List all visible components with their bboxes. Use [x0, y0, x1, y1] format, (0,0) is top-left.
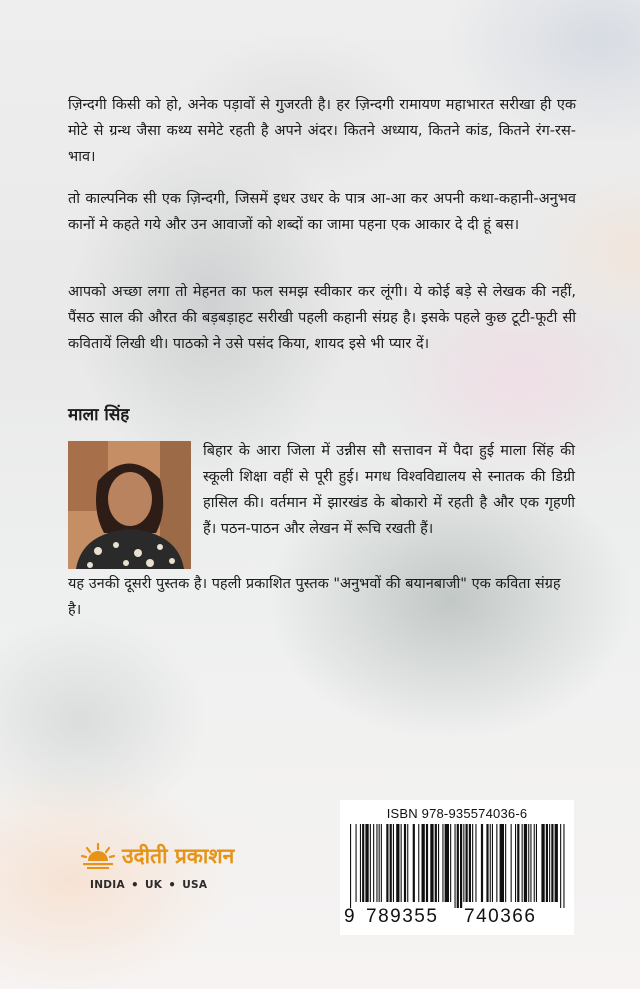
- barcode-bar: [524, 824, 527, 902]
- barcode-bar: [517, 824, 519, 902]
- region-uk: UK: [144, 879, 163, 891]
- barcode-bar: [426, 824, 428, 902]
- publisher-regions: [90, 878, 300, 892]
- barcode-bar: [534, 824, 535, 902]
- barcode-bar: [350, 824, 351, 908]
- barcode-bar: [522, 824, 523, 902]
- barcode-bar: [530, 824, 531, 902]
- barcode-bar: [390, 824, 392, 902]
- barcode-digit-first: 9: [344, 906, 355, 927]
- barcode-bar: [460, 824, 462, 908]
- rising-sun-icon: [80, 842, 116, 870]
- barcode-bar: [486, 824, 488, 902]
- barcode-bar: [376, 824, 377, 902]
- barcode-bar: [457, 824, 459, 908]
- barcode-bar: [438, 824, 439, 902]
- barcode-digits-right: 740366: [464, 906, 537, 927]
- barcode-bar: [490, 824, 491, 902]
- barcode-bar: [515, 824, 516, 902]
- barcode-bar: [365, 824, 368, 902]
- barcode-bar: [455, 824, 456, 908]
- barcode-digits: [340, 906, 574, 930]
- author-photo: [68, 441, 191, 569]
- barcode-bar: [463, 824, 464, 902]
- barcode-bar: [418, 824, 419, 902]
- region-separator: •: [168, 878, 177, 892]
- blurb-paragraph-2: तो काल्पनिक सी एक ज़िन्दगी, जिसमें इधर उधर के पात्र आ-आ कर अपनी कथा-कहानी-अनुभव कानों मे कहते गये और उन आवाजों को शब्दों का जामा पहना एक आकार दे दी हूं बस।: [68, 191, 576, 233]
- barcode-bar: [500, 824, 504, 902]
- barcode-bar: [528, 824, 529, 902]
- publisher-logo: [80, 842, 300, 902]
- barcode-bar: [435, 824, 437, 902]
- barcode-bar: [511, 824, 512, 902]
- barcode-bar: [360, 824, 361, 902]
- barcode-bar: [430, 824, 433, 902]
- barcode-bar: [393, 824, 394, 902]
- isbn-label: ISBN 978-935574036-6: [386, 806, 528, 821]
- barcode-bar: [475, 824, 476, 902]
- barcode-bar: [370, 824, 371, 902]
- barcode-bar: [549, 824, 550, 902]
- barcode-bar: [496, 824, 497, 902]
- barcode-bar: [379, 824, 380, 902]
- region-separator: •: [130, 878, 139, 892]
- barcode-bar: [381, 824, 382, 902]
- region-india: INDIA: [90, 879, 125, 891]
- barcode-bar: [481, 824, 483, 902]
- barcode-bar: [551, 824, 553, 902]
- region-usa: USA: [182, 879, 208, 891]
- barcode-bar: [407, 824, 408, 902]
- barcode-bar: [362, 824, 364, 902]
- barcode-bar: [472, 824, 473, 902]
- barcode-bar: [445, 824, 449, 902]
- barcode-bar: [404, 824, 406, 902]
- blurb-paragraph-3: आपको अच्छा लगा तो मेहनत का फल समझ स्वीकार कर लूंगी। ये कोई बड़े से लेखक की नहीं, पैंसठ साल की औरत की बड़बड़ाहट सरीखी पहली कहानी संग्रह है। इसके पहले कुछ टूटी-फूटी सी कवितायें लिखी थी। पाठको ने उसे पसंद किया, शायद इसे भी प्यार दें।: [68, 284, 576, 352]
- barcode-bar: [356, 824, 357, 902]
- barcode-bars: [348, 824, 566, 908]
- barcode-bar: [541, 824, 544, 902]
- barcode-bar: [422, 824, 425, 902]
- barcode-bar: [546, 824, 548, 902]
- publisher-logo-row: [80, 842, 300, 870]
- barcode-bar: [413, 824, 415, 902]
- barcode-bar: [492, 824, 493, 902]
- barcode-bar: [396, 824, 399, 902]
- author-bio: बिहार के आरा जिला में उन्नीस सौ सत्तावन में पैदा हुई माला सिंह की स्कूली शिक्षा वहीं से पूरी हुई। मगध विश्वविद्यालय से स्नातक की डिग्री हासिल की। वर्तमान में झारखंड के बोकारो में रहती है और एक गृहणी हैं। पठन-पाठन और लेखन में रूचि रखती हैं।: [203, 443, 575, 537]
- publisher-name: उदीती प्रकाशन: [122, 844, 235, 868]
- author-bio-continued: यह उनकी दूसरी पुस्तक है। पहली प्रकाशित पुस्तक "अनुभवों की बयानबाजी" एक कविता संग्रह है।: [68, 576, 561, 618]
- isbn-barcode: [340, 800, 574, 935]
- barcode-digits-left: 789355: [366, 906, 439, 927]
- author-name: माला सिंह: [68, 405, 130, 425]
- barcode-bar: [505, 824, 506, 902]
- barcode-bar: [450, 824, 451, 902]
- barcode-bar: [469, 824, 471, 902]
- author-portrait-image: [68, 441, 191, 569]
- barcode-bar: [560, 824, 561, 908]
- barcode-bar: [466, 824, 468, 902]
- blurb-paragraph-1: ज़िन्दगी किसी को हो, अनेक पड़ावों से गुजरती है। हर ज़िन्दगी रामायण महाभारत सरीखा ही एक मोटे से ग्रन्थ जैसा कथ्य समेटे रहती है अपने अंदर। कितने अध्याय, कितने कांड, कितने रंग-रस-भाव।: [68, 97, 576, 165]
- barcode-bar: [536, 824, 537, 902]
- barcode-bar: [373, 824, 374, 902]
- barcode-bar: [563, 824, 564, 908]
- barcode-bar: [555, 824, 558, 902]
- barcode-bar: [442, 824, 443, 902]
- barcode-bar: [386, 824, 388, 902]
- barcode-bar: [401, 824, 402, 902]
